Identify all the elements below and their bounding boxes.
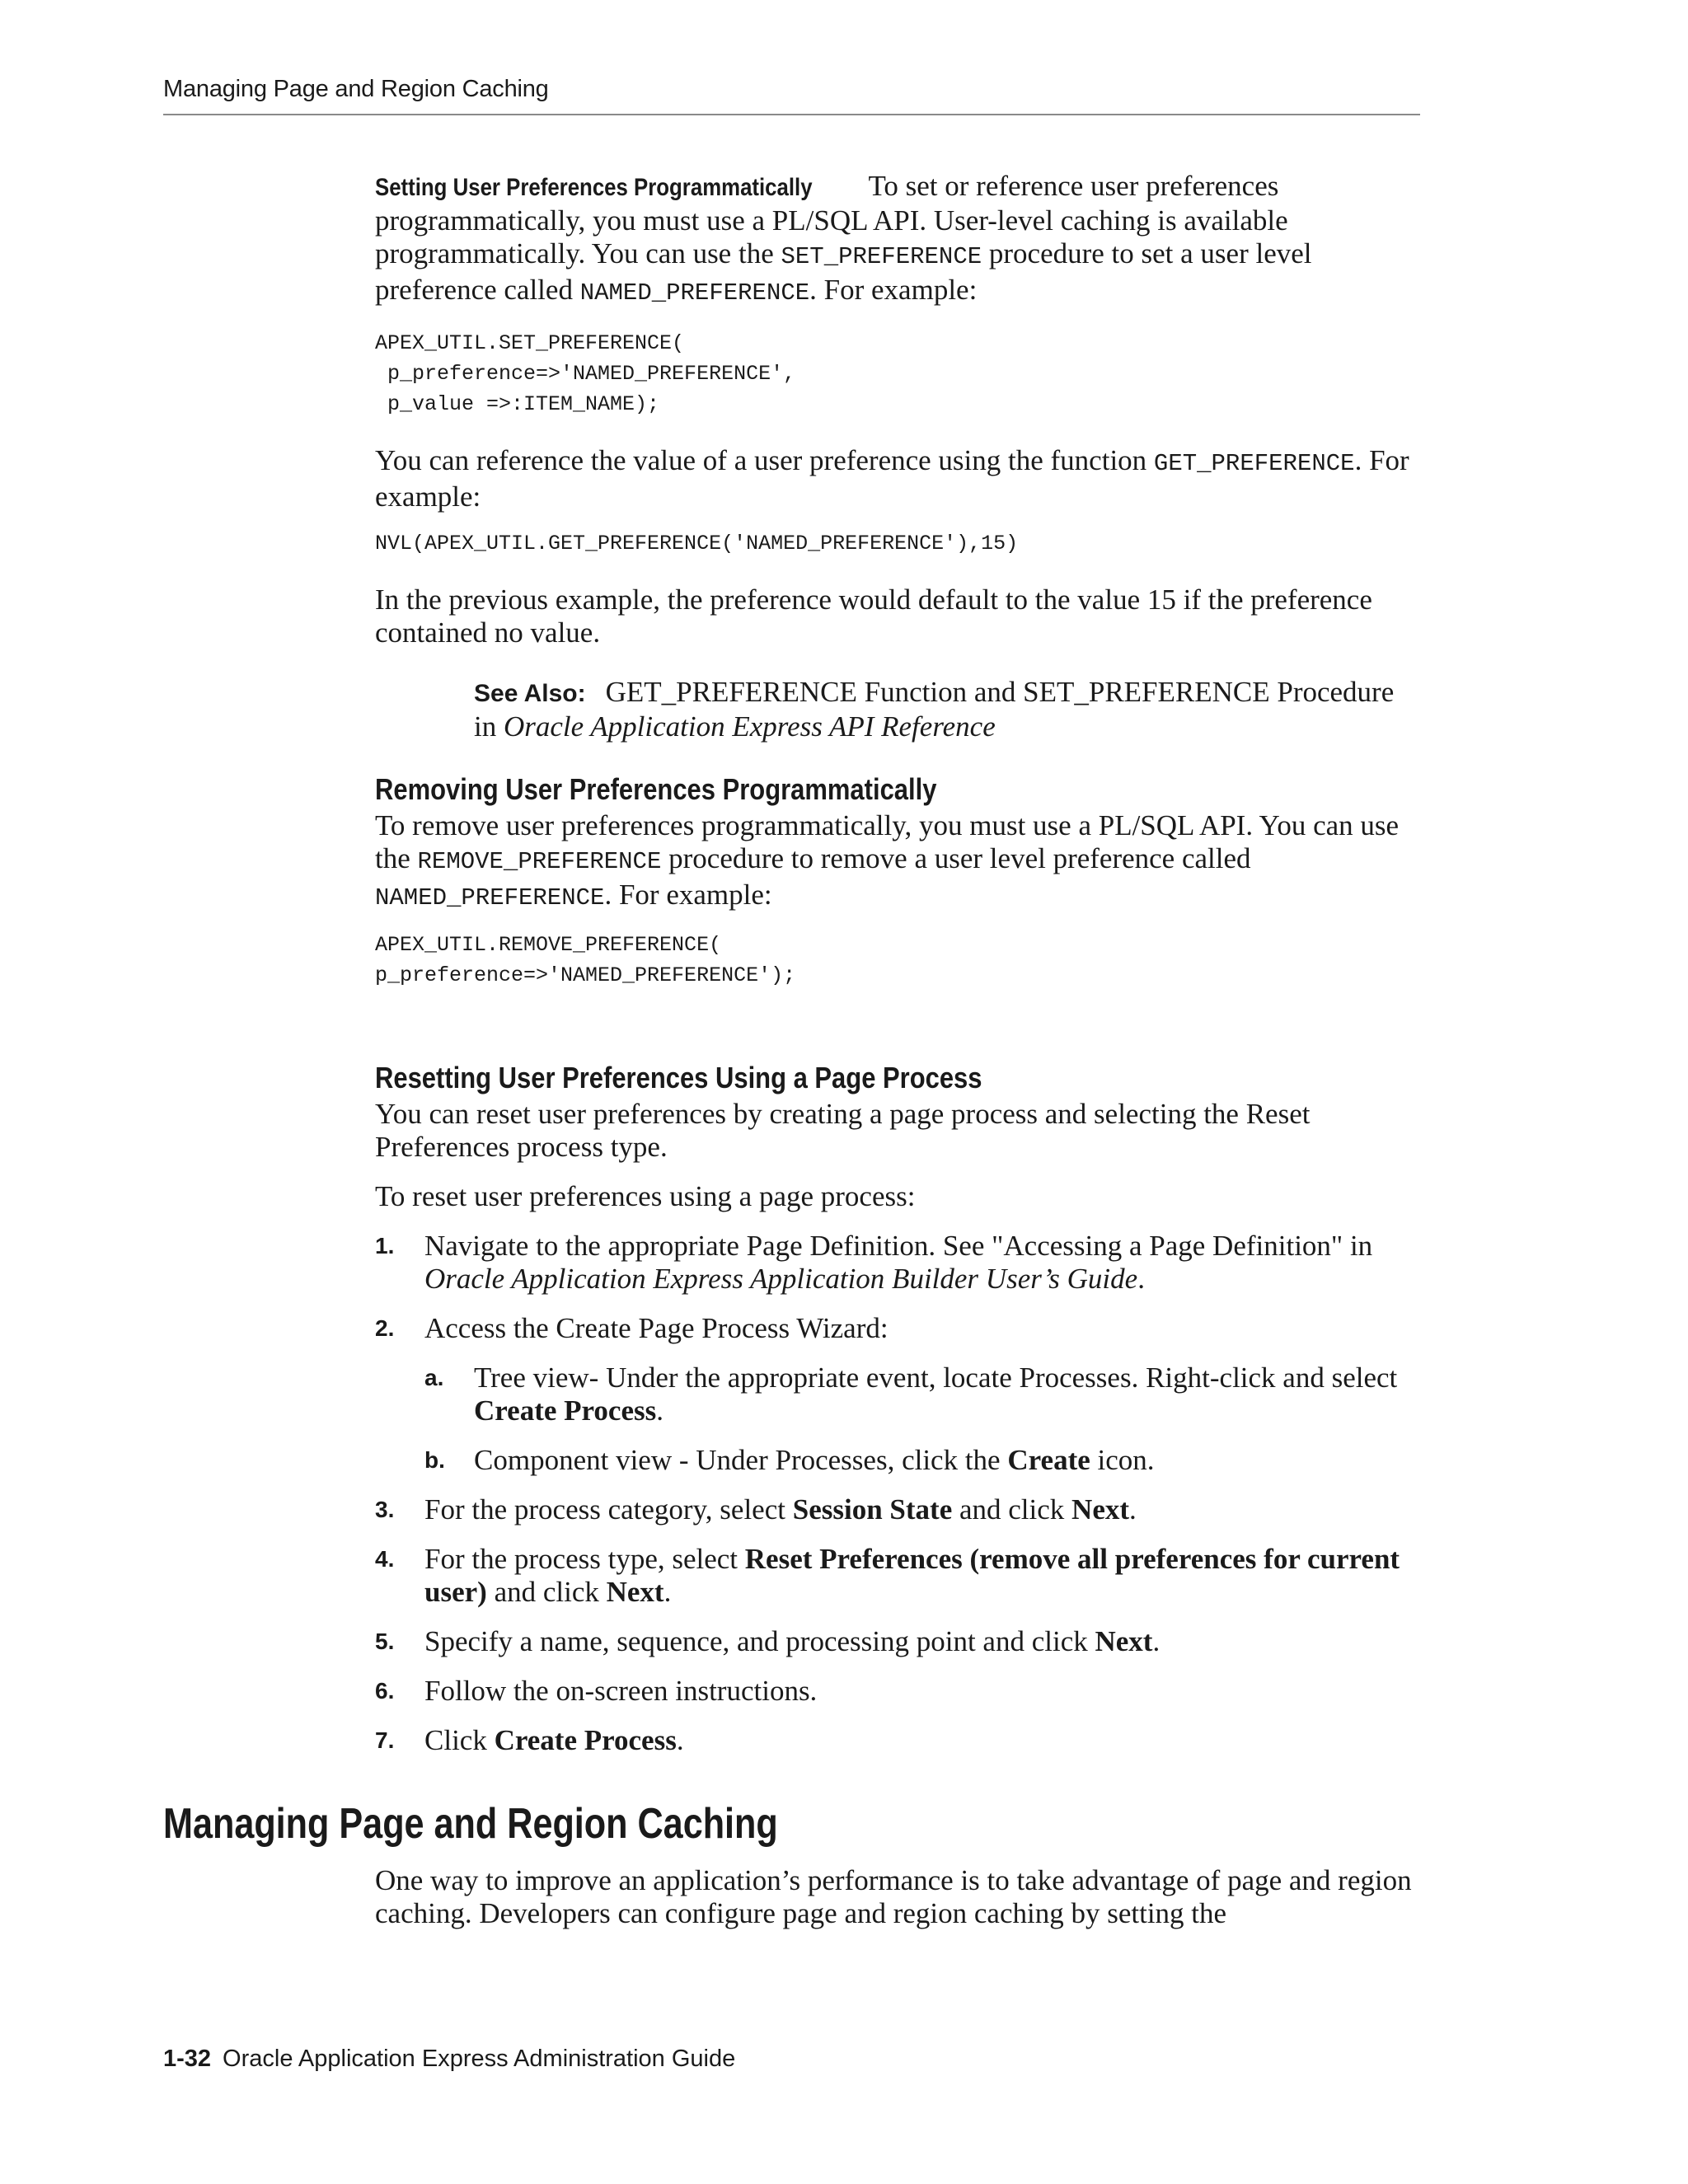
list-item-step-5 (375, 1625, 1422, 1658)
default-value-paragraph: In the previous example, the preference would default to the value 15 if the preference contained no value. (375, 583, 1372, 649)
step-number: 7. (375, 1727, 395, 1753)
text-run: Access the Create Page Process Wizard: (424, 1312, 889, 1344)
ui-label: Session State (792, 1493, 953, 1526)
page-footer (163, 2046, 735, 2073)
list-item-step-7 (375, 1724, 1422, 1757)
ui-label: Reset Preferences (remove all preferences for current user) (424, 1543, 1400, 1608)
text-run: . For example: (604, 879, 772, 911)
code-block-get-preference: NVL(APEX_UTIL.GET_PREFERENCE('NAMED_PREFERENCE'),15) (375, 532, 1019, 555)
page-body (375, 170, 1422, 1757)
resetting-paragraph: You can reset user preferences by creating a page process and selecting the Reset Preferences process type. (375, 1098, 1311, 1163)
step-number: 3. (375, 1497, 395, 1522)
inline-code: NAMED_PREFERENCE (579, 279, 810, 307)
book-reference: Oracle Application Express Application Builder User’s Guide (424, 1263, 1138, 1295)
page-number: 1-32 (163, 2046, 212, 2072)
text-run: For the process type, select (424, 1543, 745, 1575)
list-item-step-4 (375, 1543, 1422, 1609)
see-also-label: See Also: (474, 680, 586, 707)
runin-heading-setting: Setting User Preferences Programmatically (375, 174, 813, 201)
code-block-set-preference: APEX_UTIL.SET_PREFERENCE( p_preference=>'NAMED_PREFERENCE', p_value =>:ITEM_NAME); (375, 331, 796, 416)
text-run: GET_PREFERENCE Function and SET_PREFERENCE Procedure in (474, 676, 1395, 743)
ui-label: Next (1095, 1625, 1153, 1657)
text-run: Navigate to the appropriate Page Definition. See "Accessing a Page Definition" in (424, 1230, 1373, 1262)
code-block-remove-preference: APEX_UTIL.REMOVE_PREFERENCE( p_preference=>'NAMED_PREFERENCE'); (375, 933, 796, 987)
text-run: To set or reference user preferences programmatically, you must use a PL/SQL API. User-level caching is available programmatically. You can use the (375, 170, 1288, 269)
see-also-note (474, 676, 1422, 743)
text-run: . For example: (809, 274, 978, 306)
ui-label: Create (1007, 1444, 1090, 1476)
header-rule (163, 114, 1420, 115)
step-number: 5. (375, 1629, 395, 1654)
book-reference: Oracle Application Express API Reference (503, 710, 996, 743)
setting-intro-paragraph (375, 170, 1422, 310)
text-run: Click (424, 1724, 495, 1756)
step-letter: a. (424, 1365, 444, 1390)
inline-code: GET_PREFERENCE (1153, 450, 1355, 477)
text-run: and click (952, 1493, 1072, 1526)
section-heading-caching: Managing Page and Region Caching (163, 1800, 778, 1848)
ui-label: Create Process (494, 1724, 677, 1756)
text-run: . (1152, 1625, 1160, 1657)
ui-label: Next (606, 1576, 664, 1608)
list-item-step-2b (424, 1444, 1422, 1477)
text-run: procedure to set a user level preference called (375, 237, 1312, 306)
step-number: 6. (375, 1678, 395, 1704)
section-heading-resetting: Resetting User Preferences Using a Page Process (375, 1061, 982, 1094)
text-run: . (663, 1576, 672, 1608)
text-run: Specify a name, sequence, and processing point and click (424, 1625, 1095, 1657)
text-run: For the process category, select (424, 1493, 793, 1526)
text-run: Tree view- Under the appropriate event, locate Processes. Right-click and select (474, 1361, 1398, 1394)
resetting-instructions-intro: To reset user preferences using a page process: (375, 1180, 916, 1212)
list-item-step-6 (375, 1675, 1422, 1708)
get-preference-paragraph (375, 444, 1422, 513)
running-head: Managing Page and Region Caching (163, 76, 549, 102)
text-run: Follow the on-screen instructions. (424, 1675, 818, 1707)
text-run: To remove user preferences programmatically, you must use a PL/SQL API. You can use the (375, 809, 1400, 874)
caching-body (375, 1864, 1422, 1930)
removing-paragraph (375, 809, 1422, 915)
inline-code: REMOVE_PREFERENCE (417, 848, 662, 875)
step-letter: b. (424, 1447, 445, 1473)
step-number: 2. (375, 1315, 395, 1341)
text-run: . (676, 1724, 684, 1756)
text-run: . (656, 1394, 663, 1427)
text-run: . (1129, 1493, 1137, 1526)
text-run: procedure to remove a user level preference called (661, 842, 1251, 874)
caching-paragraph: One way to improve an application’s performance is to take advantage of page and region caching. Developers can configure page and region caching by setting the (375, 1864, 1412, 1929)
text-run: . For example: (375, 444, 1409, 513)
section-heading-removing: Removing User Preferences Programmatically (375, 772, 937, 806)
list-item-step-2a (424, 1361, 1422, 1427)
inline-code: NAMED_PREFERENCE (375, 884, 605, 912)
step-number: 4. (375, 1546, 395, 1572)
book-title: Oracle Application Express Administration Guide (223, 2046, 736, 2072)
text-run: You can reference the value of a user preference using the function (375, 444, 1154, 476)
text-run: and click (486, 1576, 607, 1608)
text-run: . (1137, 1263, 1145, 1295)
ui-label: Next (1071, 1493, 1130, 1526)
step-number: 1. (375, 1233, 395, 1258)
list-item-step-1 (375, 1230, 1422, 1296)
ui-label: Create Process (474, 1394, 657, 1427)
inline-code: SET_PREFERENCE (781, 243, 982, 270)
text-run: icon. (1090, 1444, 1155, 1476)
list-item-step-3 (375, 1493, 1422, 1526)
list-item-step-2 (375, 1312, 1422, 1345)
text-run: Component view - Under Processes, click the (474, 1444, 1008, 1476)
